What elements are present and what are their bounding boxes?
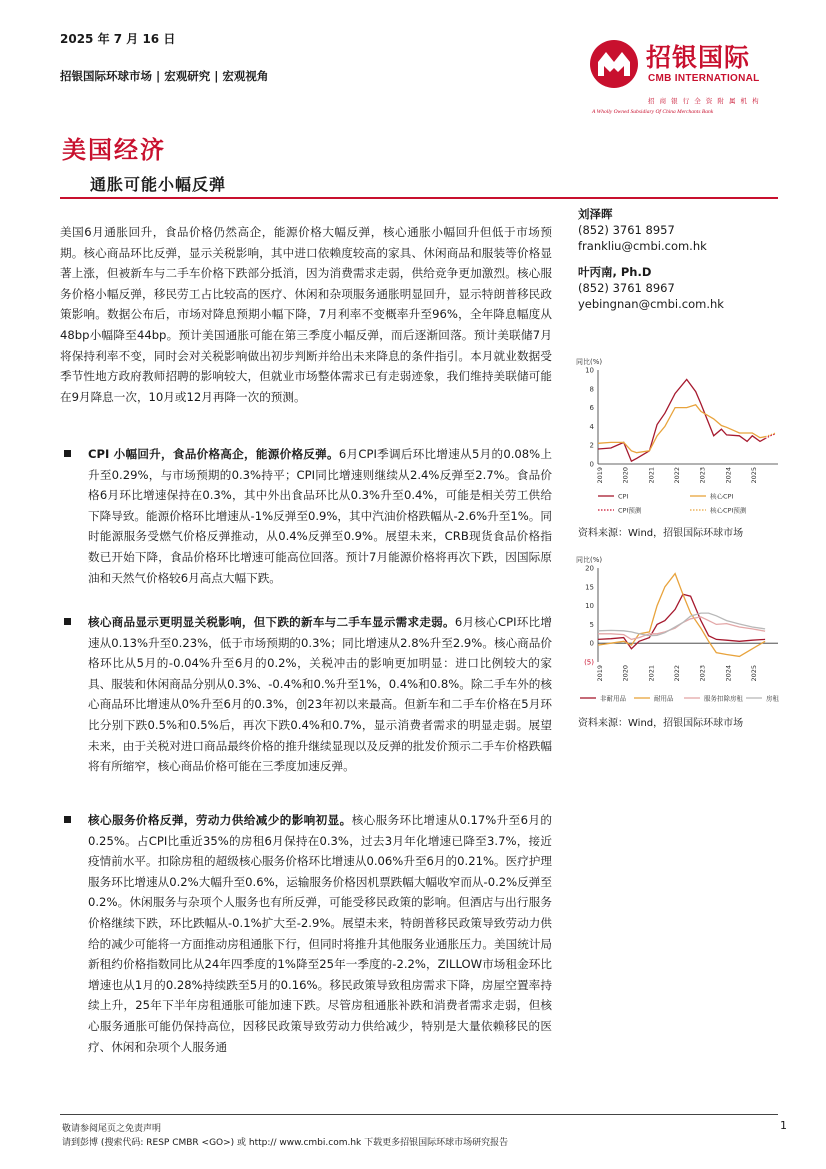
y-tick-label: 8 xyxy=(589,385,594,394)
footer-disclaimer[interactable]: 敬请参阅尾页之免责声明 xyxy=(62,1124,162,1134)
breadcrumb: 招银国际环球市场 | 宏观研究 | 宏观视角 xyxy=(60,69,269,83)
author-name: 叶丙南, Ph.D xyxy=(578,265,652,279)
x-tick-label: 2024 xyxy=(724,665,733,682)
bullet-core-goods xyxy=(60,612,552,777)
legend-label: 核心CPI xyxy=(710,492,734,501)
report-date: 2025 年 7 月 16 日 xyxy=(60,32,176,46)
chart-source: 资料来源：Wind，招银国际环球市场 xyxy=(578,528,744,539)
footer-contact: 请到彭博 (搜索代码: RESP CMBR <GO>) 或 http:// www.cmbi.com.hk 下载更多招银国际环球市场研究报告 xyxy=(62,1138,509,1148)
bullet-text: 核心服务环比增速从0.17%升至6月的0.25%。占CPI比重近35%的房租6月保持在0.3%，过去3月年化增速已降至3.7%，接近疫情前水平。扣除房租的超级核心服务价格环比增速从0.06%升至6月的0.21%。医疗护理服务环比增速从0.2%大幅升至0.6%，运输服务价格因机票跌幅大幅收窄而从-0.2%反弹至0.2%。休闲服务与杂项个人服务也有所反弹，可能受移民政策的影响。但酒店与出行服务价格继续下跌，环比跌幅从-0.1%扩大至-2.9%。展望未来，特朗普移民政策导致劳动力供给的减少可能将一方面推动房租通胀下行，但同时将推升其他服务业通胀压力。美国统计局新租约价格指数同比从24年四季度的1%降至25年一季度的-2.2%，ZILLOW市场租金环比增速也从1月的0.28%持续跌至5月的0.16%。移民政策导致租房需求下降，房屋空置率持续上升，25年下半年房租通胀可能加速下跌。尽管房租通胀补跌和消费者需求走弱，但核心服务通胀可能仍保持高位，因移民政策导致劳动力供给减少，特别是大量依赖移民的医疗、休闲和杂项个人服务通 xyxy=(88,813,552,1054)
author-phone: (852) 3761 8957 xyxy=(578,223,675,237)
series-line xyxy=(598,617,765,640)
y-tick-label: 2 xyxy=(589,441,594,450)
x-tick-label: 2023 xyxy=(698,467,707,484)
bullet-square-icon xyxy=(64,618,71,625)
footer-divider xyxy=(60,1114,778,1115)
series-line xyxy=(598,405,765,453)
legend-label: CPI xyxy=(618,492,629,501)
x-tick-label: 2021 xyxy=(647,467,656,484)
x-tick-label: 2025 xyxy=(750,665,759,682)
legend-label: 耐用品 xyxy=(654,694,674,703)
y-tick-label: 10 xyxy=(585,366,594,375)
y-tick-label: 0 xyxy=(589,460,594,469)
logo-tagline: 招 商 银 行 全 资 附 属 机 构 xyxy=(648,97,761,105)
report-subtitle: 通胀可能小幅反弹 xyxy=(90,175,227,194)
page-number: 1 xyxy=(780,1119,787,1132)
bullet-square-icon xyxy=(64,816,71,823)
legend-label: 服务扣除房租 xyxy=(704,694,743,703)
author-email[interactable]: frankliu@cmbi.com.hk xyxy=(578,239,707,253)
bullet-heading: 核心服务价格反弹，劳动力供给减少的影响初显。 xyxy=(88,813,352,827)
y-tick-label: 6 xyxy=(589,404,594,413)
author-2 xyxy=(578,264,724,312)
chart-source: 资料来源：Wind，招银国际环球市场 xyxy=(578,718,744,729)
logo-english: CMB INTERNATIONAL xyxy=(648,73,760,84)
logo-name: 招银国际 xyxy=(646,43,751,72)
x-tick-label: 2021 xyxy=(647,665,656,682)
y-tick-label: (5) xyxy=(584,658,594,667)
y-axis-label: 同比(%) xyxy=(576,556,603,564)
series-line xyxy=(598,379,765,461)
y-tick-label: 0 xyxy=(589,639,594,648)
cmbi-logo-icon xyxy=(588,38,640,90)
logo-tagline-en: A Wholly Owned Subsidiary Of China Merchants Bank xyxy=(592,109,714,115)
author-1 xyxy=(578,206,707,254)
x-tick-label: 2019 xyxy=(595,665,604,682)
bullet-core-services xyxy=(60,810,552,1057)
legend-label: 核心CPI预测 xyxy=(710,506,747,515)
legend-label: 房租 xyxy=(766,694,779,703)
x-tick-label: 2019 xyxy=(595,467,604,484)
summary-paragraph: 美国6月通胀回升，食品价格仍然高企，能源价格大幅反弹，核心通胀小幅回升但低于市场预期。核心商品环比反弹，显示关税影响，其中进口依赖度较高的家具、休闲商品和服装等价格显著上涨，但被新车与二手车价格下跌部分抵消，因为消费需求走弱，供给竞争更加激烈。核心服务价格小幅反弹，移民劳工占比较高的医疗、休闲和杂项服务通胀明显回升，显示特朗普移民政策影响。数据公布后，市场对降息预期小幅下降，7月利率不变概率升至96%，全年降息幅度从48bp小幅降至44bp。预计美国通胀可能在第三季度小幅反弹，而后逐渐回落。预计美联储7月将保持利率不变，同时会对关税影响做出初步判断并给出未来降息的条件指引。本月就业数据受季节性地方政府教师招聘的影响较大，但就业市场整体需求已有走弱迹象，我们维持美联储可能在9月降息一次，10月或12月再降一次的预测。 xyxy=(60,225,552,404)
author-name: 刘泽晖 xyxy=(578,207,613,221)
x-tick-label: 2022 xyxy=(673,665,681,682)
author-phone: (852) 3761 8967 xyxy=(578,281,675,295)
y-tick-label: 5 xyxy=(589,620,594,629)
series-line xyxy=(765,434,775,439)
series-line xyxy=(598,574,765,657)
x-tick-label: 2020 xyxy=(621,665,630,682)
bullet-text: 6月核心CPI环比增速从0.13%升至0.23%，低于市场预期的0.3%；同比增速从2.8%升至2.9%。核心商品价格环比从5月的-0.04%升至6月的0.2%，关税冲击的影响更加明显：进口比例较大的家具、服装和休闲商品分别从0.3%、-0.4%和0.%升至1%，0.4%和0.8%。除二手车外的核心商品环比增速从0%升至6月的0.3%，创23年初以来最高。但新车和二手车价格在5月环比分别下跌0.5%和0.5%后，再次下跌0.4%和0.7%，显示消费者需求的明显走弱。展望未来，由于关税对进口商品最终价格的推升继续显现以及反弹的批发价预示二手车价格跌幅将有所缩窄，核心商品价格可能在三季度加速反弹。 xyxy=(88,615,552,774)
cpi-components-chart xyxy=(572,556,786,706)
y-tick-label: 10 xyxy=(585,602,594,611)
x-tick-label: 2022 xyxy=(673,467,681,484)
x-tick-label: 2020 xyxy=(621,467,630,484)
x-tick-label: 2025 xyxy=(750,467,759,484)
legend-label: 非耐用品 xyxy=(600,694,626,703)
y-tick-label: 4 xyxy=(589,422,594,431)
title-divider xyxy=(60,197,778,199)
series-line xyxy=(598,594,765,649)
bullet-square-icon xyxy=(64,450,71,457)
bullet-text: 6月CPI季调后环比增速从5月的0.08%上升至0.29%，与市场预期的0.3%持平；CPI同比增速则继续从2.4%反弹至2.7%。食品价格6月环比增速保持在0.3%，其中外出食品环比从0.3%升至0.4%，可能是相关劳工供给下降导致。能源价格环比增速从-1%反弹至0.9%，其中汽油价格跌幅从-2.6%升至1%。同时能源服务受燃气价格反弹推动，从0.4%反弹至0.9%。展望未来，CRB现货食品价格指数已开始下降，食品价格环比增速可能高位回落。预计7月能源价格将再次下跌，因国际原油和天然气价格较6月高点大幅下跌。 xyxy=(88,447,553,585)
bullet-heading: 核心商品显示更明显关税影响，但下跌的新车与二手车显示需求走弱。 xyxy=(88,615,455,629)
legend-label: CPI预测 xyxy=(618,506,642,515)
series-line xyxy=(598,613,765,636)
y-axis-label: 同比(%) xyxy=(576,358,603,366)
cpi-chart xyxy=(572,352,786,520)
x-tick-label: 2024 xyxy=(724,467,733,484)
x-tick-label: 2023 xyxy=(698,665,707,682)
y-tick-label: 15 xyxy=(585,583,594,592)
bullet-cpi xyxy=(60,444,552,588)
author-email[interactable]: yebingnan@cmbi.com.hk xyxy=(578,297,724,311)
report-topic: 美国经济 xyxy=(62,135,166,164)
y-tick-label: 20 xyxy=(585,564,594,573)
bullet-heading: CPI 小幅回升，食品价格高企，能源价格反弹。 xyxy=(88,447,339,461)
